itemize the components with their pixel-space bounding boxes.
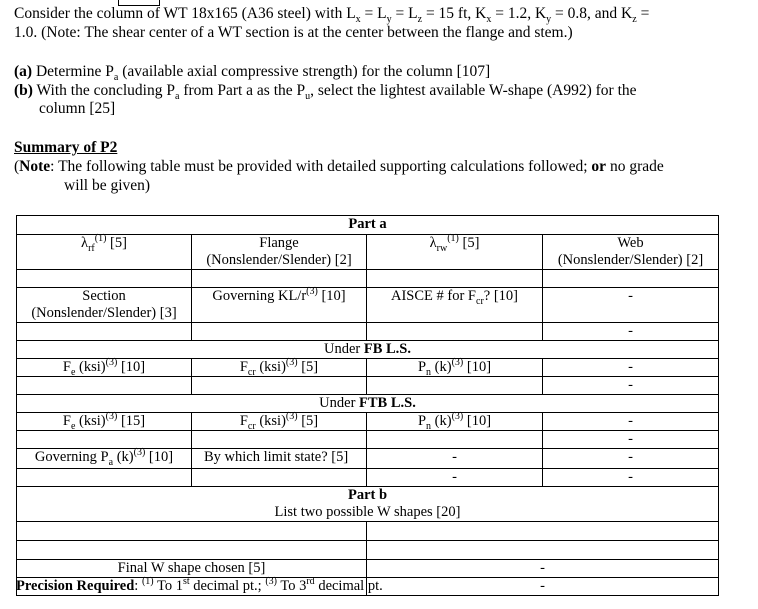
dash-cell: - bbox=[543, 413, 719, 431]
pn-ftb-cell[interactable] bbox=[367, 431, 543, 449]
dash-cell: - bbox=[367, 469, 543, 487]
part-b-question-cont: column [25] bbox=[39, 100, 116, 117]
w-shape-option-1b[interactable] bbox=[17, 541, 367, 560]
lambda-rf-header: $\lambda_{rf}^{(1)}$ [5] bbox=[17, 235, 192, 270]
lambda-rw-header: $\lambda_{rw}^{(1)}$ [5] bbox=[367, 235, 543, 270]
web-header: Web (Nonslender/Slender) [2] bbox=[543, 235, 719, 270]
governing-pa-cell[interactable] bbox=[17, 469, 192, 487]
summary-table bbox=[16, 215, 719, 596]
fe-ftb-header: $F_e$ (ksi)$^{(3)}$ [15] bbox=[17, 413, 192, 431]
part-a-header: Part a bbox=[17, 216, 719, 235]
part-b-header: Part b List two possible W shapes [20] bbox=[17, 487, 719, 522]
under-fb-header: Under FB L.S. bbox=[17, 341, 719, 359]
dash-cell: - bbox=[367, 560, 719, 578]
dash-cell: - bbox=[543, 323, 719, 341]
dash-cell: - bbox=[543, 431, 719, 449]
fcr-fb-header: $F_{cr}$ (ksi)$^{(3)}$ [5] bbox=[192, 359, 367, 377]
fcr-ftb-header: $F_{cr}$ (ksi)$^{(3)}$ [5] bbox=[192, 413, 367, 431]
part-b-question: (b) With the concluding $P_a$ from Part a as the $P_u$, select the lightest available W-shape (A992) for the bbox=[14, 82, 637, 103]
fe-fb-header: $F_e$ (ksi)$^{(3)}$ [10] bbox=[17, 359, 192, 377]
web-cell[interactable] bbox=[543, 270, 719, 288]
fcr-ftb-cell[interactable] bbox=[192, 431, 367, 449]
governing-pa-header: Governing $P_a$ $(k)^{(3)}$ [10] bbox=[17, 449, 192, 469]
precision-note: Precision Required: $^{(1)}$ To 1st decimal pt.; $^{(3)}$ To 3rd decimal pt. bbox=[16, 576, 383, 594]
pn-fb-cell[interactable] bbox=[367, 377, 543, 395]
fcr-fb-cell[interactable] bbox=[192, 377, 367, 395]
summary-title: Summary of P2 bbox=[14, 139, 118, 156]
fe-fb-cell[interactable] bbox=[17, 377, 192, 395]
flange-header: Flange (Nonslender/Slender) [2] bbox=[192, 235, 367, 270]
aisce-cell[interactable] bbox=[367, 323, 543, 341]
dash-cell: - bbox=[543, 288, 719, 323]
problem-line-2: 1.0. (Note: The shear center of a WT section is at the center between the flange and stem.) bbox=[14, 24, 573, 41]
w-shape-option-1[interactable] bbox=[17, 522, 367, 541]
aisce-header: AISCE # for $F_{cr}$? [10] bbox=[367, 288, 543, 323]
part-a-question: (a) Determine $P_a$ (available axial compressive strength) for the column [107] bbox=[14, 63, 491, 84]
flange-cell[interactable] bbox=[192, 270, 367, 288]
which-limit-state-header: By which limit state? [5] bbox=[192, 449, 367, 469]
section-cell[interactable] bbox=[17, 323, 192, 341]
dash-cell: - bbox=[543, 449, 719, 469]
dash-cell: - bbox=[367, 449, 543, 469]
dash-cell: - bbox=[543, 359, 719, 377]
section-header: Section (Nonslender/Slender) [3] bbox=[17, 288, 192, 323]
summary-note-cont: will be given) bbox=[64, 177, 151, 194]
governing-klr-header: Governing $KL/r^{(3)}$ [10] bbox=[192, 288, 367, 323]
w-shape-option-2b[interactable] bbox=[367, 541, 719, 560]
fe-ftb-cell[interactable] bbox=[17, 431, 192, 449]
dash-cell: - bbox=[543, 377, 719, 395]
problem-line-1: Consider the column of WT 18x165 (A36 steel) with $L_x = L_y = L_z = 15$ ft, $K_x = 1.2$, $K_y = 0.8$, and $K_z$ = bbox=[14, 5, 650, 26]
governing-klr-cell[interactable] bbox=[192, 323, 367, 341]
lambda-rf-cell[interactable] bbox=[17, 270, 192, 288]
final-w-shape-header: Final W shape chosen [5] bbox=[17, 560, 367, 578]
summary-note: (Note: The following table must be provided with detailed supporting calculations followed; or no grade bbox=[14, 158, 664, 175]
pn-ftb-header: $P_n$ $(k)^{(3)}$ [10] bbox=[367, 413, 543, 431]
under-ftb-header: Under FTB L.S. bbox=[17, 395, 719, 413]
lambda-rw-cell[interactable] bbox=[367, 270, 543, 288]
dash-cell: - bbox=[367, 578, 719, 596]
dash-cell: - bbox=[543, 469, 719, 487]
w-shape-option-2[interactable] bbox=[367, 522, 719, 541]
which-limit-state-cell[interactable] bbox=[192, 469, 367, 487]
pn-fb-header: $P_n$ $(k)^{(3)}$ [10] bbox=[367, 359, 543, 377]
